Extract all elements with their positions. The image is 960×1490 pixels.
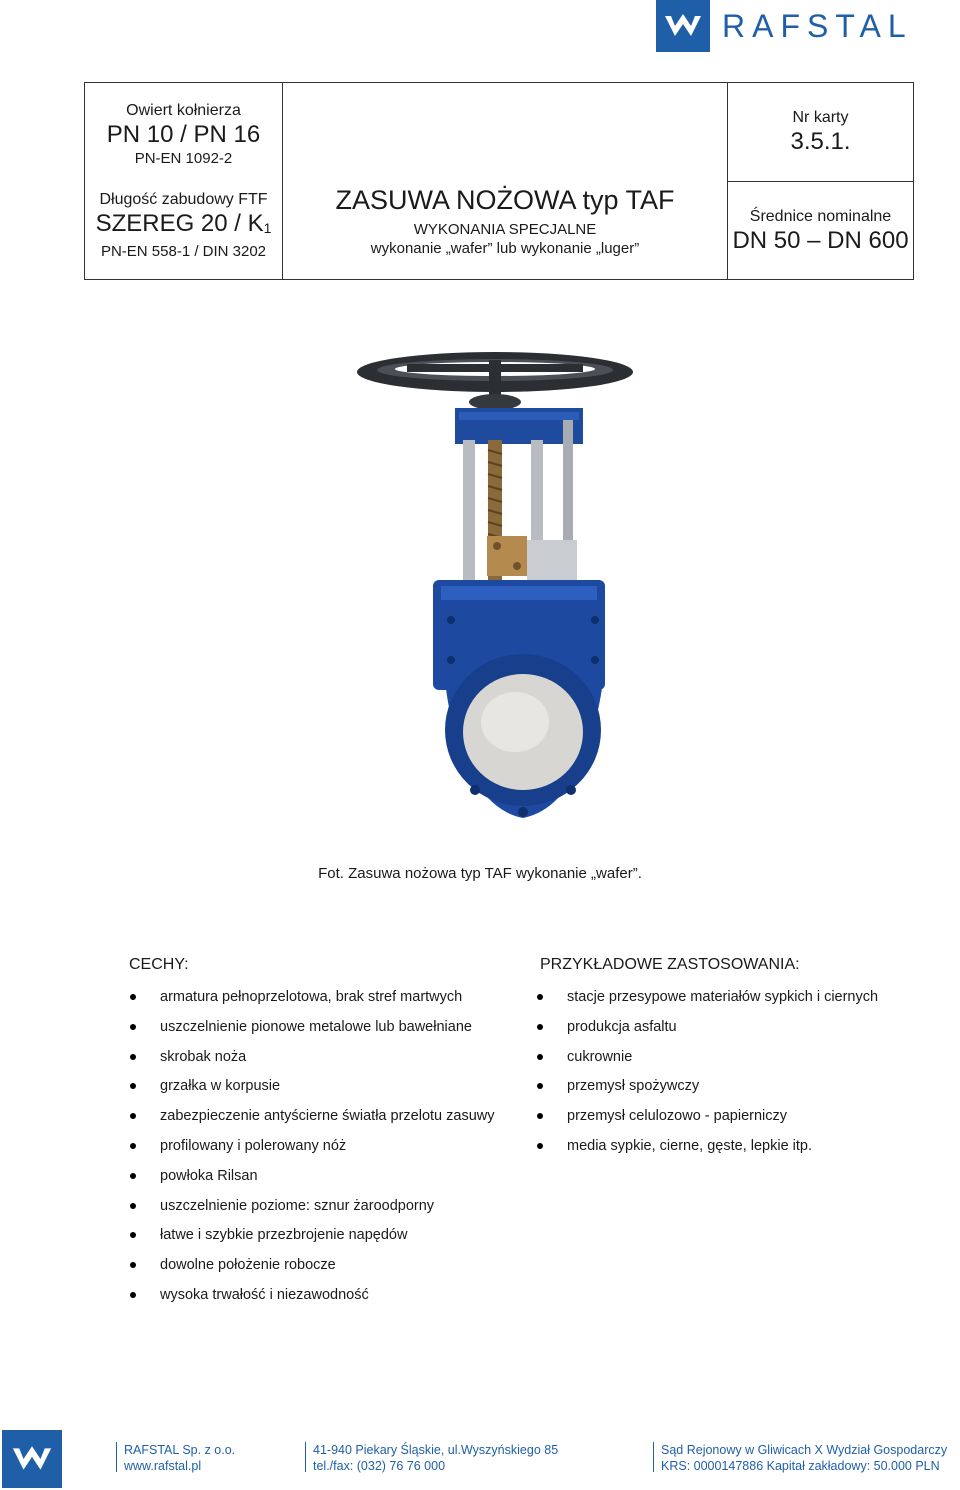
list-item: uszczelnienie poziome: sznur żaroodporny — [128, 1195, 508, 1225]
product-variant: wykonanie „wafer” lub wykonanie „luger” — [370, 240, 640, 257]
company-address: 41-940 Piekary Śląskie, ul.Wyszyńskiego 85 — [313, 1443, 559, 1457]
footer-divider — [116, 1442, 117, 1472]
card-number: 3.5.1. — [790, 128, 851, 155]
pn-standard: PN-EN 1092-2 — [134, 150, 233, 167]
face-to-face-label: Długość zabudowy FTF — [99, 191, 268, 208]
features-list — [128, 986, 508, 1314]
series-value: SZEREG $20 / K_1$ — [95, 210, 272, 237]
footer-divider — [305, 1442, 306, 1472]
list-item: skrobak noża — [128, 1046, 508, 1076]
footer-logo-icon — [2, 1430, 62, 1488]
footer-registration — [661, 1442, 947, 1474]
list-item: cukrownie — [535, 1046, 915, 1076]
list-item: uszczelnienie pionowe metalowe lub bawełniane — [128, 1016, 508, 1046]
list-item: dowolne położenie robocze — [128, 1254, 508, 1284]
header-middle-cell — [283, 83, 728, 279]
footer-address — [313, 1442, 558, 1474]
product-subtitle: WYKONANIA SPECJALNE — [413, 221, 597, 238]
company-phone: tel./fax: (032) 76 76 000 — [313, 1459, 446, 1473]
spec-header-table — [84, 82, 914, 280]
series-standard: PN-EN 558-1 / DIN 3202 — [100, 243, 267, 260]
list-item: armatura pełnoprzelotowa, brak stref martwych — [128, 986, 508, 1016]
list-item: produkcja asfaltu — [535, 1016, 915, 1046]
diameter-cell — [728, 182, 913, 279]
list-item: zabezpieczenie antyścierne światła przelotu zasuwy — [128, 1105, 508, 1135]
company-name: RAFSTAL Sp. z o.o. — [124, 1443, 236, 1457]
list-item: łatwe i szybkie przezbrojenie napędów — [128, 1224, 508, 1254]
footer-divider — [653, 1442, 654, 1472]
rafstal-logo-mark-icon — [656, 0, 710, 52]
features-title: CECHY: — [129, 956, 189, 973]
product-title: ZASUWA NOŻOWA typ TAF — [335, 185, 675, 215]
applications-list — [535, 986, 915, 1165]
header-left-cell — [85, 83, 283, 279]
company-website[interactable]: www.rafstal.pl — [124, 1459, 202, 1473]
flange-drilling-label: Owiert kołnierza — [126, 102, 241, 119]
applications-title: PRZYKŁADOWE ZASTOSOWANIA: — [540, 956, 800, 973]
rafstal-logo-text: RAFSTAL — [722, 7, 913, 44]
list-item: media sypkie, cierne, gęste, lepkie itp. — [535, 1135, 915, 1165]
pn-value: PN 10 / PN 16 — [106, 121, 261, 148]
footer-company — [124, 1442, 235, 1474]
rafstal-logo — [656, 0, 956, 52]
list-item: przemysł celulozowo - papierniczy — [535, 1105, 915, 1135]
court-registration: Sąd Rejonowy w Gliwicach X Wydział Gospodarczy — [661, 1443, 948, 1457]
diameter-label: Średnice nominalne — [749, 207, 892, 225]
krs-capital: KRS: 0000147886 Kapitał zakładowy: 50.000 PLN — [661, 1459, 940, 1473]
list-item: wysoka trwałość i niezawodność — [128, 1284, 508, 1314]
header-right-cell — [728, 83, 913, 279]
list-item: grzałka w korpusie — [128, 1075, 508, 1105]
photo-caption: Fot. Zasuwa nożowa typ TAF wykonanie „wafer”. — [318, 865, 642, 882]
diameter-range: DN 50 – DN 600 — [732, 226, 909, 254]
card-number-cell — [728, 83, 913, 182]
card-label: Nr karty — [792, 109, 849, 126]
list-item: profilowany i polerowany nóż — [128, 1135, 508, 1165]
list-item: stacje przesypowe materiałów sypkich i ciernych — [535, 986, 915, 1016]
list-item: przemysł spożywczy — [535, 1075, 915, 1105]
list-item: powłoka Rilsan — [128, 1165, 508, 1195]
knife-gate-valve-image — [355, 350, 635, 840]
